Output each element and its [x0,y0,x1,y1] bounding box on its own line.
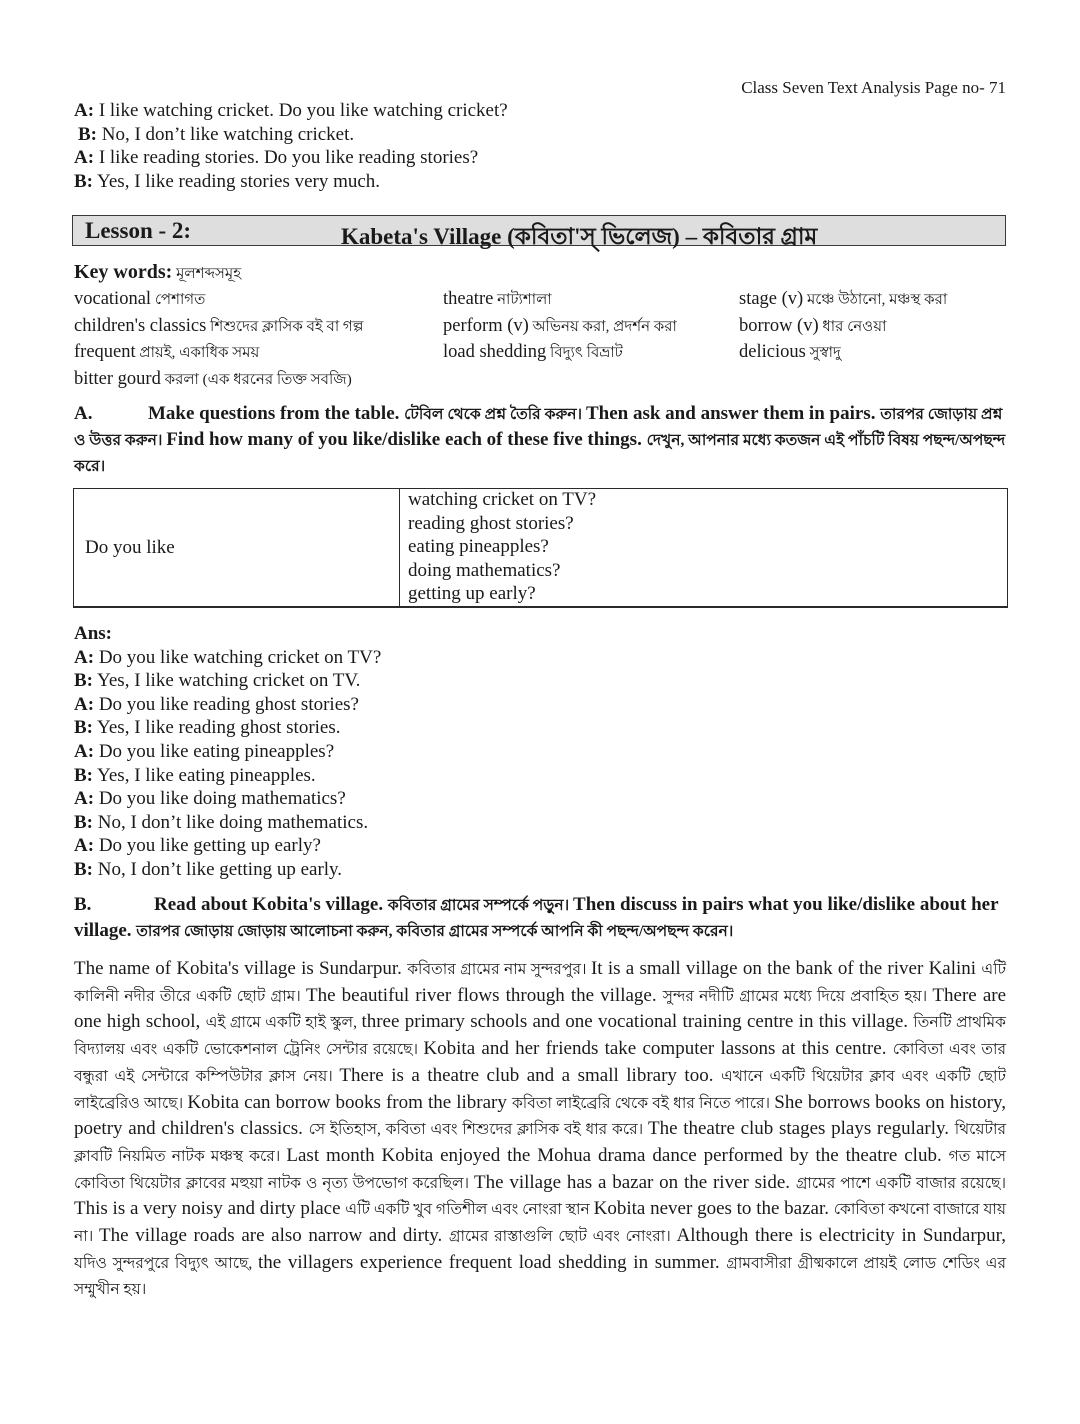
passage-en: Kobita never goes to the bazar. [593,1198,834,1220]
passage-bn: সে ইতিহাস, কবিতা এবং শিশুদের ক্লাসিক বই ধার করে। [308,1121,648,1139]
passage-en: Kobita can borrow books from the library [187,1091,512,1113]
key-word-en: borrow (v) [739,315,819,336]
instruction-en: Make questions from the table. [148,403,405,424]
key-word-en: theatre [443,289,494,309]
passage-bn: কোবিতা কখনো বাজারে যায় না। [74,1201,1006,1246]
dialog-text: I like watching cricket. Do you like watching cricket? [94,100,508,121]
instruction-bn: দেখুন, আপনার মধ্যে কতজন এই পাঁচটি বিষয় পছন্দ/অপছন্দ করে। [74,432,1006,475]
key-word-en: children's classics [74,315,207,336]
question-option: reading ghost stories? [408,512,574,534]
instruction-en: Read about Kobita's village. [154,894,388,915]
key-word-item [74,287,363,314]
speaker-label: A: [74,835,95,857]
question-option: watching cricket on TV? [408,489,596,510]
passage-en: the villagers experience frequent load shedding in summer. [257,1251,727,1273]
section-a-instructions [74,401,1009,479]
lesson-title: Kabeta's Village (কবিতা'স্ ভিলেজ) – কবিতার গ্রাম [341,224,818,249]
question-table-left-cell [74,489,400,606]
answer-text: Do you like doing mathematics? [94,788,346,810]
passage-bn: সুন্দর নদীটি গ্রামের মধ্যে দিয়ে প্রবাহিত হয়। [662,987,933,1005]
passage-en: It is a small village on the bank of the river Kalini [590,958,982,979]
reading-passage [74,956,1006,1303]
answer-line [74,669,381,693]
passage-bn: কবিতা লাইব্রেরি থেকে বই ধার নিতে পারে। [511,1094,775,1112]
key-word-en: perform (v) [443,315,529,336]
answer-text: Do you like watching cricket on TV? [94,646,382,668]
key-word-item [443,314,677,341]
passage-bn: এই গ্রামে একটি হাই স্কুল, [205,1014,362,1032]
key-word-bn: করলা (এক ধরনের তিক্ত সবজি) [160,371,352,388]
passage-en: Last month Kobita enjoyed the Mohua drama dance performed by the theatre club. [286,1144,949,1166]
key-word-en: load shedding [443,342,547,363]
key-word-bn: সুস্বাদু [805,345,841,362]
speaker-label: B: [74,670,93,692]
key-words-column-1 [74,287,363,393]
answer-text: Do you like getting up early? [94,835,321,857]
key-word-item [443,340,677,367]
instruction-bn: তারপর জোড়ায় জোড়ায় আলোচনা করুন, কবিতার গ্রামের সম্পর্কে আপনি কী পছন্দ/অপছন্দ করেন। [136,923,734,940]
key-words-column-2 [443,287,677,367]
instruction-en: Then discuss in pairs what you like/dislike about her village. [74,894,999,941]
section-b-tag: B. [74,894,92,915]
answer-line [74,693,381,717]
passage-en: There is a theatre club and a small library too. [339,1064,721,1086]
speaker-label: A: [74,100,95,121]
answer-text: No, I don’t like doing mathematics. [93,811,369,833]
passage-en: The village has a bazar on the river side. [474,1171,796,1193]
question-option: getting up early? [408,583,536,605]
passage-bn: গ্রামবাসীরা গ্রীষ্মকালে প্রায়ই লোড শেডিং এর সম্মুখীন হয়। [74,1254,1006,1299]
passage-bn: এটি কালিনী নদীর তীরে একটি ছোট গ্রাম। [74,961,1007,1005]
key-word-bn: পেশাগত [151,292,206,308]
page-header: Class Seven Text Analysis Page no- 71 [741,78,1006,97]
question-option: eating pineapples? [408,536,549,558]
key-words-label-bn: মূলশব্দসমূহ [172,266,242,282]
passage-en: This is a very noisy and dirty place [74,1198,346,1220]
speaker-label: A: [74,788,95,810]
question-table [73,488,1008,608]
passage-en: There are one high school, [74,984,1007,1033]
speaker-label: B: [74,170,93,192]
speaker-label: B: [74,858,93,880]
answer-line [74,764,381,788]
speaker-label: A: [74,693,95,715]
passage-en: She borrows books on history, poetry and children's classics. [74,1091,1006,1140]
key-word-en: bitter gourd [74,368,161,389]
instruction-en: Then ask and answer them in pairs. [585,403,881,424]
instruction-bn: তারপর জোড়ায় প্রশ্ন ও উত্তর করুন। [74,406,1003,449]
lesson-label: Lesson - 2: [85,218,192,243]
passage-bn: যদিও সুন্দরপুরে বিদ্যুৎ আছে, [74,1254,258,1272]
answers-label: Ans: [74,623,113,644]
answer-line [74,858,381,882]
key-word-item [74,314,363,341]
passage-bn: গ্রামের রাস্তাগুলি ছোট এবং নোংরা। [448,1228,677,1246]
question-table-right-cell [408,488,596,606]
answer-line [74,716,381,740]
key-word-en: frequent [74,342,136,363]
speaker-label: B: [78,123,97,145]
speaker-label: A: [74,646,95,668]
passage-en: The village roads are also narrow and dirty. [99,1225,449,1247]
passage-en: The beautiful river flows through the village. [306,984,663,1006]
dialog-line [74,170,508,194]
answer-text: Do you like reading ghost stories? [94,693,359,715]
key-word-item [739,340,947,367]
key-word-item [74,340,363,367]
question-stem: Do you like [85,537,175,558]
passage-en: Although there is electricity in Sundarpur, [676,1225,1006,1247]
key-word-bn: বিদ্যুৎ বিভ্রাট [546,345,623,362]
dialog-line [74,146,508,170]
key-word-bn: শিশুদের ক্লাসিক বই বা গল্প [206,318,364,335]
answer-text: Yes, I like watching cricket on TV. [93,670,361,692]
passage-bn: এটি একটি খুব গতিশীল এবং নোংরা স্থান [345,1201,594,1219]
dialog-line [74,123,508,147]
key-word-bn: মঞ্চে উঠানো, মঞ্চস্থ করা [803,292,948,308]
passage-en: The name of Kobita's village is Sundarpur. [74,958,408,979]
key-word-item [739,287,947,314]
key-word-en: delicious [739,342,806,363]
key-words-heading [74,261,241,287]
answer-line [74,811,381,835]
key-word-bn: নাট্যশালা [493,292,552,308]
key-word-en: vocational [74,289,152,309]
key-word-en: stage (v) [739,289,804,309]
passage-bn: কোবিতা এবং তার বন্ধুরা এই সেন্টারে কম্পিউটার ক্লাস নেয়। [74,1041,1007,1085]
key-words-label: Key words: [74,261,173,283]
answer-line [74,834,381,858]
answer-text: Yes, I like reading ghost stories. [93,717,341,739]
passage-bn: এখানে একটি থিয়েটার ক্লাব এবং একটি ছোট লাইব্রেরিও আছে। [74,1067,1006,1112]
key-word-bn: প্রায়ই, একাধিক সময় [135,345,260,362]
answer-text: Do you like eating pineapples? [94,740,335,762]
passage-en: Kobita and her friends take computer lassons at this centre. [423,1038,893,1060]
answers-block [74,622,381,882]
passage-en: The theatre club stages plays regularly. [647,1118,955,1140]
speaker-label: B: [74,717,93,739]
speaker-label: A: [74,740,95,762]
section-b-instructions [74,892,1009,944]
dialog-line [74,99,508,123]
dialog-text: Yes, I like reading stories very much. [93,170,381,192]
instruction-en: Find how many of you like/dislike each of these five things. [166,429,647,450]
key-word-item [443,287,677,314]
answer-line [74,787,381,811]
passage-bn: কবিতার গ্রামের নাম সুন্দরপুর। [407,961,591,978]
speaker-label: B: [74,764,93,786]
section-a-tag: A. [74,403,93,424]
passage-bn: গ্রামের পাশে একটি বাজার রয়েছে। [795,1174,1006,1192]
dialog-text: No, I don’t like watching cricket. [97,123,355,145]
lesson-header-box [72,215,1006,249]
passage-bn: তিনটি প্রাথমিক বিদ্যালয় এবং একটি ভোকেশনাল ট্রেনিং সেন্টার রয়েছে। [74,1014,1006,1059]
passage-bn: গত মাসে কোবিতা থিয়েটার ক্লাবের মহুয়া নাটক ও নৃত্য উপভোগ করেছিল। [74,1147,1007,1192]
key-word-item [739,314,947,341]
question-option: doing mathematics? [408,559,561,581]
passage-en: three primary schools and one vocational training centre in this village. [361,1011,914,1033]
key-words-column-3 [739,287,947,367]
answer-text: No, I don’t like getting up early. [93,858,343,880]
key-word-bn: ধার নেওয়া [818,318,887,335]
answer-text: Yes, I like eating pineapples. [93,764,316,786]
key-word-item [74,367,363,394]
dialog-text: I like reading stories. Do you like reading stories? [94,147,479,168]
speaker-label: B: [74,811,93,833]
key-word-bn: অভিনয় করা, প্রদর্শন করা [528,318,677,335]
intro-dialog [74,99,508,193]
passage-bn: থিয়েটার ক্লাবটি নিয়মিত নাটক মঞ্চস্থ করে। [74,1121,1006,1165]
answer-line [74,740,381,764]
answer-line [74,646,381,670]
instruction-bn: টেবিল থেকে প্রশ্ন তৈরি করুন। [404,406,586,423]
instruction-bn: কবিতার গ্রামের সম্পর্কে পড়ুন। [387,897,574,914]
speaker-label: A: [74,147,95,168]
